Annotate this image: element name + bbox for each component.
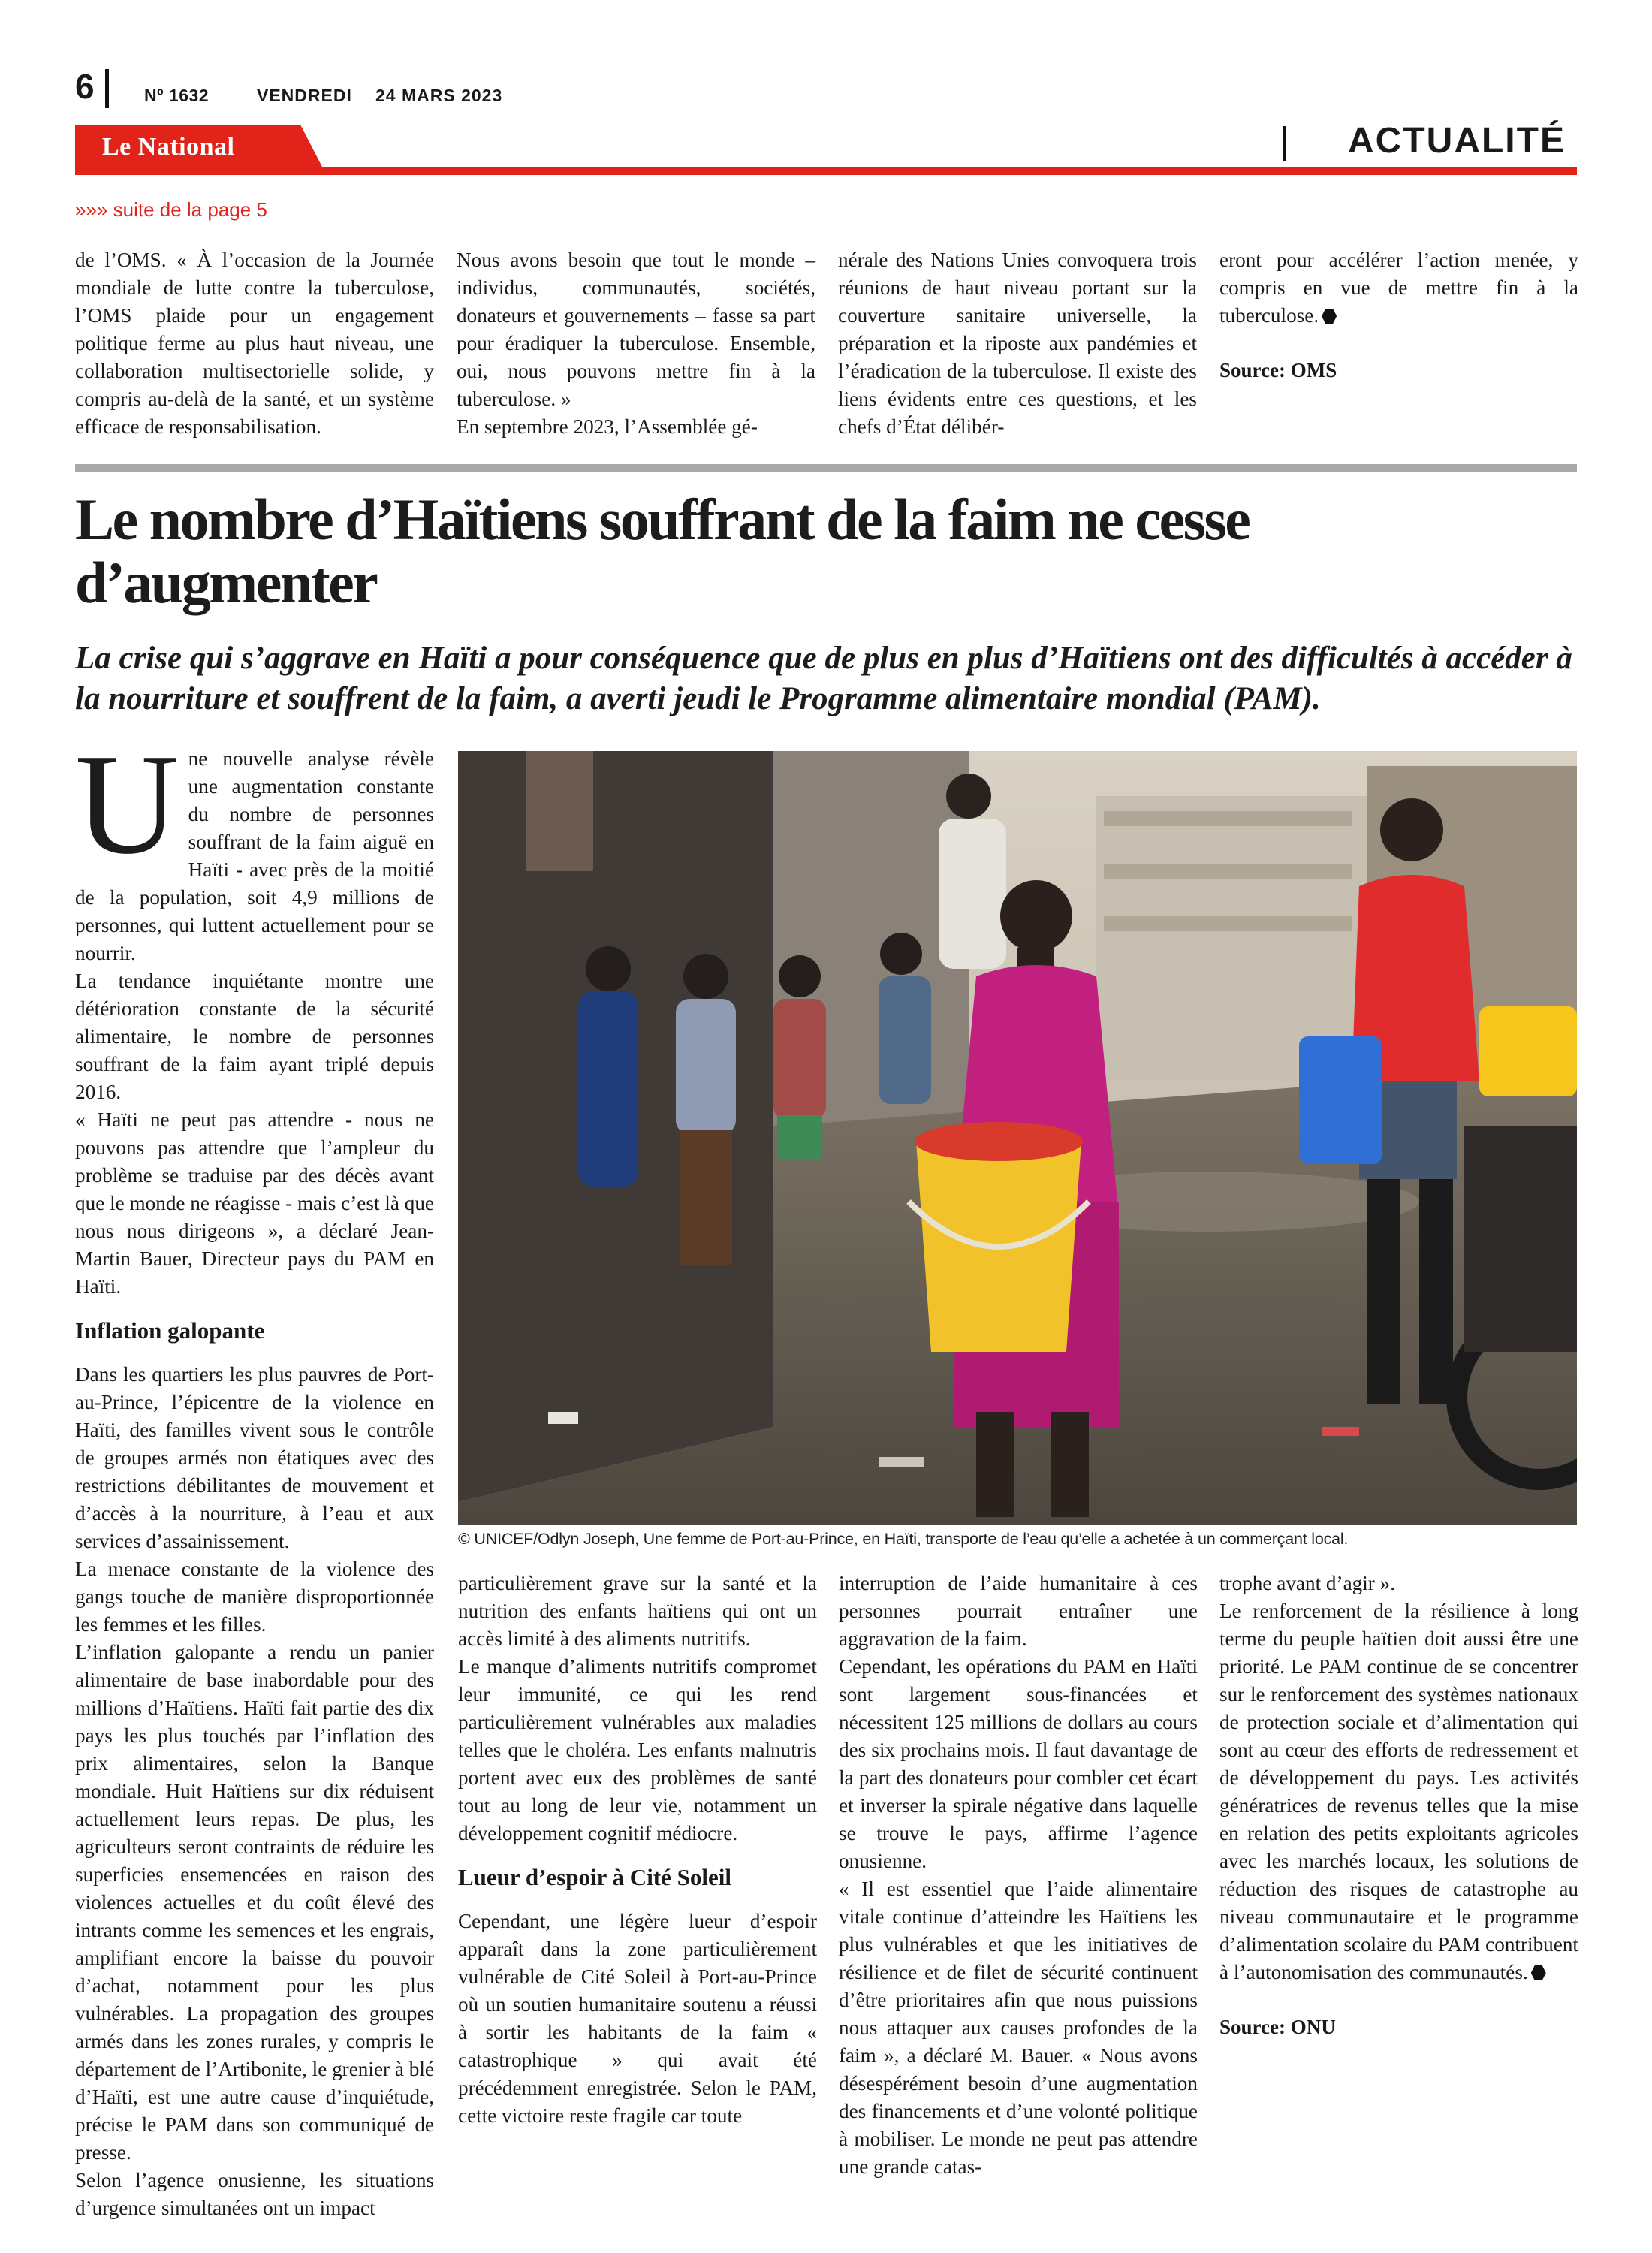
photo-illustration <box>458 751 1577 1525</box>
article-separator-rule <box>75 464 1577 472</box>
article-paragraph: La menace constante de la violence des gangs touche de manière disproportionnée les femmes et les filles. <box>75 1558 434 1636</box>
article-paragraph: Cependant, les opérations du PAM en Haïti sont largement sous-financées et nécessitent 125 millions de dollars au cours des six prochains mois. Il faut davantage de la part des donateurs pour combler cet écart et inverser la spirale négative dans laquelle se trouve le pays, affirme l’agence onusienne. <box>839 1655 1198 1872</box>
article-paragraph: L’inflation galopante a rendu un panier alimentaire de base inabordable pour des millions d’Haïtiens. Haïti fait partie des dix pays les plus touchés par l’inflation des prix alimentaires, selon la Banque mondiale. Huit Haïtiens sur dix réduisent actuellement leurs repas. De plus, les agriculteurs seront contraints de réduire les superficies ensemencées en raison des violences actuelles et du coût élevé des intrants comme les semences et les engrais, amplifiant encore la baisse du pouvoir d’achat, notamment pour les plus vulnérables. La propagation des groupes armés dans les zones rurales, y compris le département de l’Artibonite, le grenier à blé d’Haïti, est une autre cause d’inquiétude, précise le PAM dans son communiqué de presse. <box>75 1641 434 2164</box>
continued-from-link[interactable]: »»» suite de la page 5 <box>75 198 267 221</box>
article-paragraph: Dans les quartiers les plus pauvres de Port-au-Prince, l’épicentre de la violence en Haïti, des familles vivent sous le contrôle de groupes armés non étatiques avec des restrictions débilitantes de mouvement et d’accès à la nourriture, à l’eau et aux services d’assainissement. <box>75 1363 434 1552</box>
previous-article-text: eront pour accélérer l’action menée, y compris en vue de mettre fin à la tuberculose. <box>1219 249 1578 327</box>
article-column-1 <box>75 724 434 2222</box>
section-title: ACTUALITÉ <box>1348 121 1566 161</box>
brand-tab <box>75 125 323 168</box>
previous-article-column-4 <box>1219 246 1578 385</box>
article-photo <box>458 751 1577 1525</box>
issue-date: 24 MARS 2023 <box>375 86 503 105</box>
article-paragraph: Cependant, une légère lueur d’espoir apparaît dans la zone particulièrement vulnérable de Cité Soleil à Port-au-Prince où un soutien humanitaire soutenu a réussi à sortir les habitants de la faim « catastrophique » qui avait été précédemment enregistrée. Selon le PAM, cette victoire reste fragile car toute <box>458 1910 817 2127</box>
drop-cap: U <box>75 724 179 884</box>
issue-weekday: VENDREDI <box>257 86 352 105</box>
article-paragraph: ne nouvelle analyse révèle une augmentation constante du nombre de personnes souffrant de la faim aiguë en Haïti - avec près de la moitié de la population, soit 4,9 millions de personnes, qui luttent actuellement pour se nourrir. <box>75 747 434 964</box>
article-paragraph: Le manque d’aliments nutritifs compromet leur immunité, ce qui les rend particulièrement vulnérables aux maladies telles que le choléra. Les enfants malnutris portent avec eux des problèmes de santé tout au long de leur vie, notamment un développement cognitif médiocre. <box>458 1655 817 1844</box>
article-source: Source: ONU <box>1219 2016 1336 2038</box>
article-headline: Le nombre d’Haïtiens souffrant de la faim ne cesse d’augmenter <box>75 487 1250 615</box>
article-paragraph: particulièrement grave sur la santé et la nutrition des enfants haïtiens qui ont un accès limité à des aliments nutritifs. <box>458 1572 817 1650</box>
article-paragraph: « Haïti ne peut pas attendre - nous ne pouvons pas attendre que l’ampleur du problème se traduise par des décès avant que le monde ne réagisse - mais c’est là que nous nous dirigeons », a déclaré Jean-Martin Bauer, Directeur pays du PAM en Haïti. <box>75 1108 434 1298</box>
issue-number: Nº 1632 <box>144 86 210 105</box>
article-paragraph: trophe avant d’agir ». <box>1219 1572 1396 1594</box>
article-paragraph: La tendance inquiétante montre une détérioration constante de la sécurité alimentaire, le nombre de personnes souffrant de la faim ayant triplé depuis 2016. <box>75 970 434 1103</box>
photo-caption: © UNICEF/Odlyn Joseph, Une femme de Port-au-Prince, en Haïti, transporte de l’eau qu’elle a achetée à un commerçant local. <box>458 1530 1349 1548</box>
previous-article-column-1 <box>75 246 434 441</box>
article-column-2 <box>458 1570 817 2130</box>
newspaper-brand: Le National <box>102 133 235 161</box>
previous-article-text: de l’OMS. « À l’occasion de la Journée mondiale de lutte contre la tuberculose, l’OMS plaide pour un engagement politique ferme au plus haut niveau, une collaboration multisectorielle solide, y compris au-delà de la santé, et un système efficace de responsabilisation. <box>75 249 434 438</box>
section-divider <box>1283 126 1286 161</box>
subheading-inflation: Inflation galopante <box>75 1317 265 1344</box>
article-column-3 <box>839 1570 1198 2181</box>
previous-article-text: En septembre 2023, l’Assemblée gé- <box>457 415 758 438</box>
article-paragraph: « Il est essentiel que l’aide alimentaire vitale continue d’atteindre les Haïtiens les plus vulnérables et que les initiatives de résilience et de filet de sécurité continuent d’être prioritaires afin que nous puissions nous attaquer aux causes profondes de la faim », a déclaré M. Bauer. « Nous avons désespérément besoin d’une augmentation des financements et d’une volonté politique à mobiliser. Le monde ne peut pas attendre une grande catas- <box>839 1878 1198 2178</box>
previous-article-column-3 <box>838 246 1197 441</box>
subheading-cite-soleil: Lueur d’espoir à Cité Soleil <box>458 1864 731 1890</box>
article-paragraph: Selon l’agence onusienne, les situations d’urgence simultanées ont un impact <box>75 2169 434 2219</box>
page-number: 6 <box>75 67 95 106</box>
page-number-divider <box>105 69 109 108</box>
previous-article-column-2 <box>457 246 815 441</box>
article-paragraph: interruption de l’aide humanitaire à ces personnes pourrait entraîner une aggravation de la faim. <box>839 1572 1198 1650</box>
end-of-article-icon <box>1322 309 1337 324</box>
article-paragraph: Le renforcement de la résilience à long terme du peuple haïtien doit aussi être une priorité. Le PAM continue de se concentrer sur le renforcement des systèmes nationaux de protection sociale et d’alimentation qui sont au cœur des efforts de redressement et de développement du pays. Les activités génératrices de revenus telles que la mise en relation des petits exploitants agricoles avec les marchés locaux, les solutions de réduction des risques de catastrophe au niveau communautaire et le programme d’alimentation scolaire du PAM contribuent à l’autonomisation des communautés. <box>1219 1600 1578 1983</box>
article-standfirst: La crise qui s’aggrave en Haïti a pour conséquence que de plus en plus d’Haïtiens ont des difficultés à accéder à la nourriture et souffrent de la faim, a averti jeudi le Programme alimentaire mondial (PAM). <box>75 641 1572 716</box>
previous-article-source: Source: OMS <box>1219 359 1337 382</box>
previous-article-text: Nous avons besoin que tout le monde – individus, communautés, sociétés, donateurs et gouvernements – fasse sa part pour éradiquer la tuberculose. Ensemble, oui, nous pouvons mettre fin à la tuberculose. » <box>457 249 815 410</box>
article-column-4 <box>1219 1570 1578 2041</box>
header-red-rule <box>75 167 1577 175</box>
end-of-article-icon <box>1531 1965 1546 1980</box>
previous-article-text: nérale des Nations Unies convoquera trois réunions de haut niveau portant sur la couverture sanitaire universelle, la préparation et la riposte aux pandémies et l’éradication de la tuberculose. Il existe des liens évidents entre ces questions, et les chefs d’État délibér- <box>838 249 1197 438</box>
